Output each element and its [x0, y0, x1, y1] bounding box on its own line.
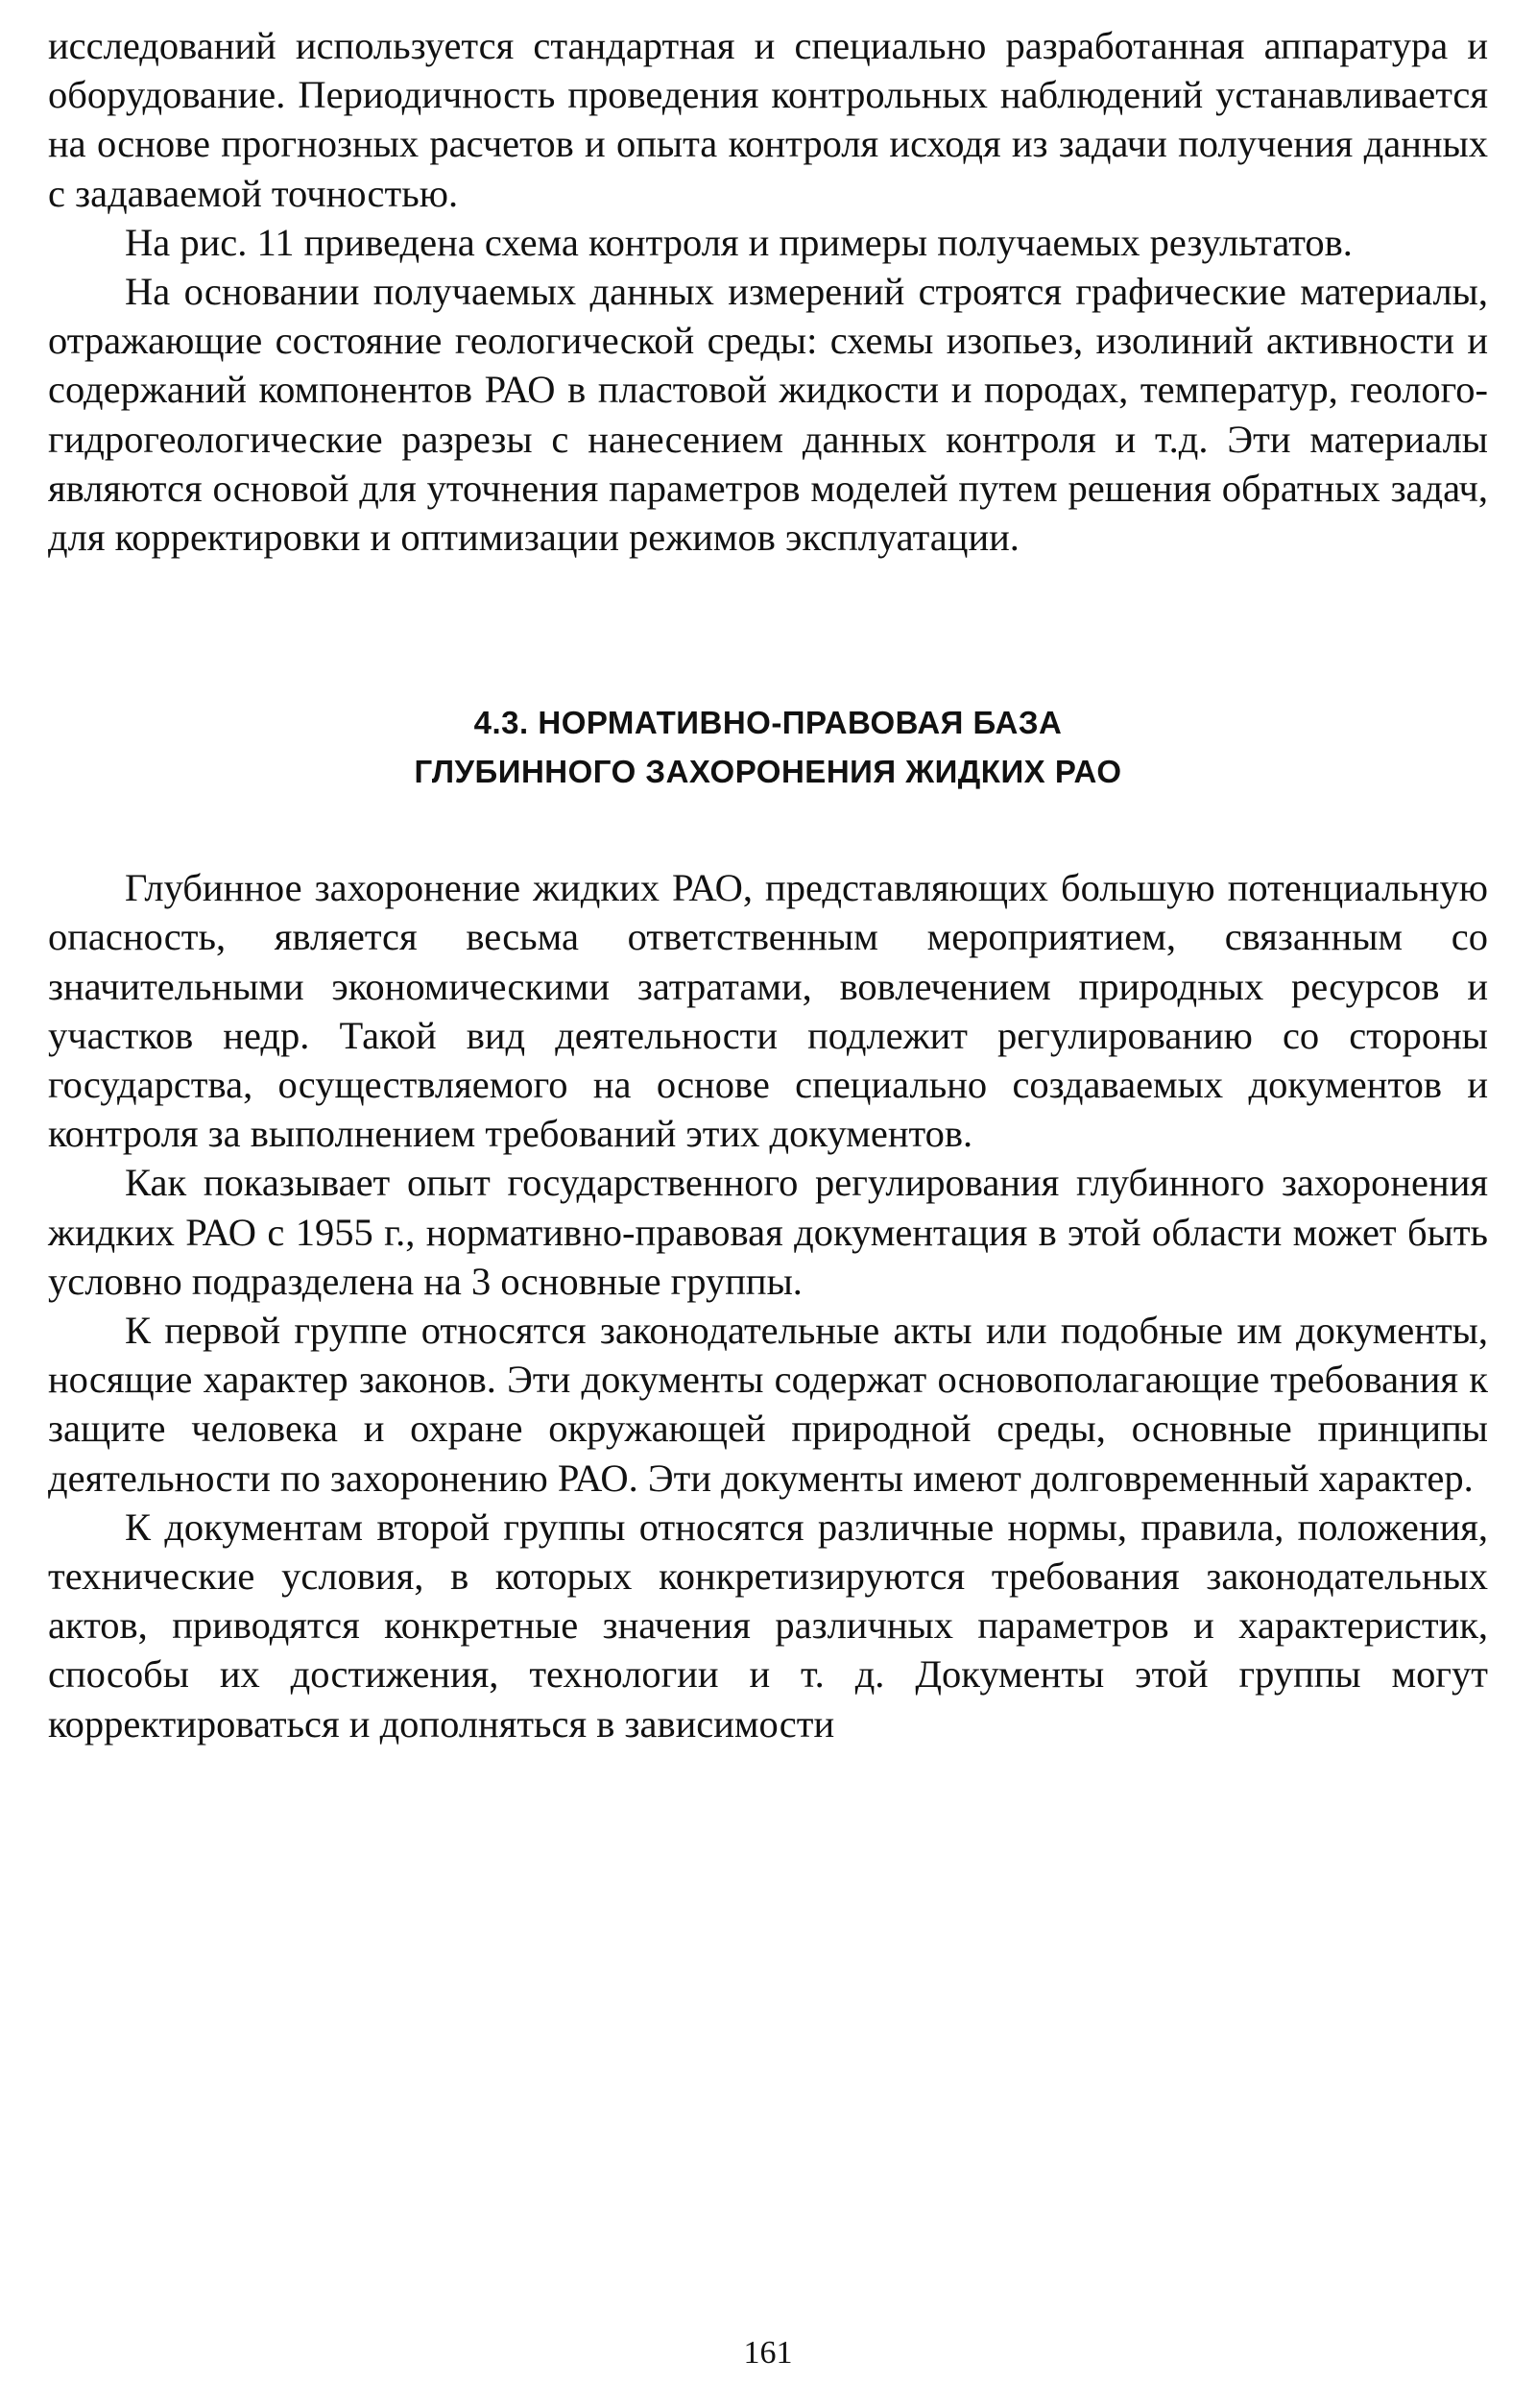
- section-title-line2: ГЛУБИННОГО ЗАХОРОНЕНИЯ ЖИДКИХ РАО: [414, 754, 1122, 790]
- paragraph-graphic-materials: На основании получаемых данных измерений строятся графические материалы, отражающие состояние геологической среды: схемы изопьез, изолиний активности и содержаний компонентов РАО в пластовой жидкости и породах, температур, геолого-гидрогеологические разрезы с нанесением данных контроля и т.д. Эти материалы являются основой для уточнения параметров моделей путем решения обратных задач, для корректировки и оптимизации режимов эксплуатации.: [48, 270, 1488, 560]
- paragraph-first-group: К первой группе относятся законодательные акты или подобные им документы, носящие характер законов. Эти документы содержат основополагающие требования к защите человека и охране окружающей природной среды, основные принципы деятельности по захоронению РАО. Эти документы имеют долговременный характер.: [48, 1309, 1488, 1500]
- page-number: 161: [743, 2335, 793, 2371]
- paragraph-deep-disposal: Глубинное захоронение жидких РАО, представляющих большую потенциальную опасность, является весьма ответственным мероприятием, связанным со значительными экономическими затратами, вовлечением природных ресурсов и участков недр. Такой вид деятельности подлежит регулированию со стороны государства, осуществляемого на основе специально создаваемых документов и контроля за выполнением требований этих документов.: [48, 866, 1488, 1156]
- section-heading: [48, 698, 1488, 796]
- paragraph-figure-reference: На рис. 11 приведена схема контроля и примеры получаемых результатов.: [125, 220, 1353, 264]
- section-title-line1: НОРМАТИВНО-ПРАВОВАЯ БАЗА: [538, 705, 1063, 741]
- paragraph-second-group: К документам второй группы относятся различные нормы, правила, положения, технические условия, в которых конкретизируются требования законодательных актов, приводятся конкретные значения различных параметров и характеристик, способы их достижения, технологии и т. д. Документы этой группы могут корректироваться и дополняться в зависимости: [48, 1505, 1488, 1746]
- paragraph-continued: исследований используется стандартная и специально разработанная аппаратура и оборудование. Периодичность проведения контрольных наблюдений устанавливается на основе прогнозных расчетов и опыта контроля исходя из задачи получения данных с задаваемой точностью.: [48, 24, 1488, 215]
- section-number: 4.3.: [473, 705, 529, 741]
- heading-spacer: [48, 796, 1488, 863]
- page-body: [48, 21, 1488, 1748]
- paragraph-regulation-experience: Как показывает опыт государственного регулирования глубинного захоронения жидких РАО с 1955 г., нормативно-правовая документация в этой области может быть условно подразделена на 3 основные группы.: [48, 1161, 1488, 1303]
- section-spacer: [48, 562, 1488, 698]
